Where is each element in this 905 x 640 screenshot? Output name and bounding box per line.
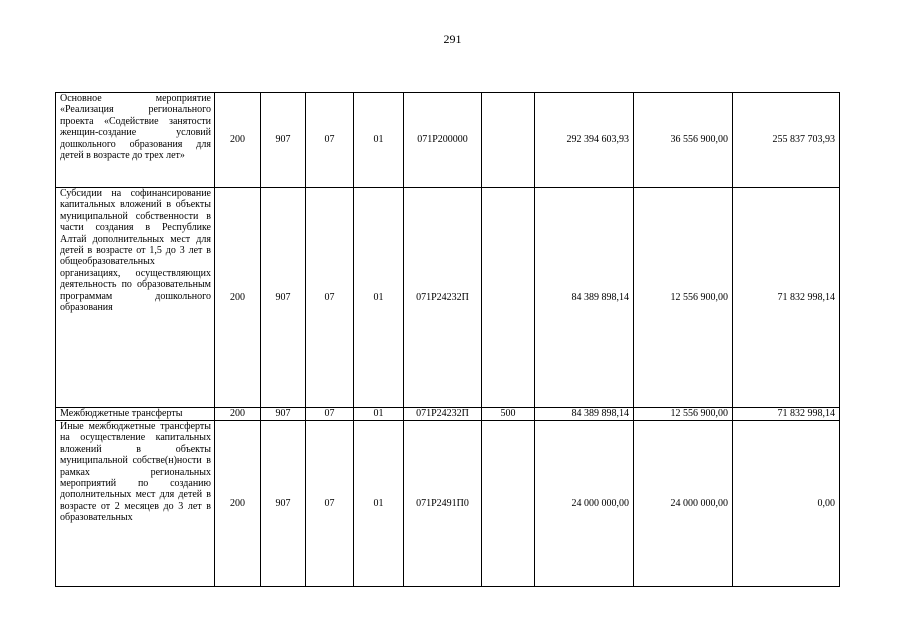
subsection-code-cell: 01 (354, 408, 404, 421)
target-article-cell: 071P24232П (404, 408, 482, 421)
subsection-code-cell: 01 (354, 188, 404, 408)
ministry-code-cell: 907 (261, 408, 306, 421)
amount-federal-cell: 12 556 900,00 (634, 408, 733, 421)
expense-type-cell (482, 93, 535, 188)
amount-total-cell: 24 000 000,00 (535, 421, 634, 587)
amount-total-cell: 84 389 898,14 (535, 408, 634, 421)
amount-federal-cell: 12 556 900,00 (634, 188, 733, 408)
row-description: Субсидии на софинансирование капитальных вложений в объекты муниципальной собственности в части создания в Республике Алтай дополнительных мест для детей в возрасте от 1,5 до 3 лет в общеобразовательных организациях, осуществляющих деятельность по образовательным программам дошкольного образования (56, 188, 215, 408)
section-code-cell: 07 (306, 421, 354, 587)
row-description: Межбюджетные трансферты (56, 408, 215, 421)
amount-total-cell: 84 389 898,14 (535, 188, 634, 408)
amount-federal-cell: 24 000 000,00 (634, 421, 733, 587)
section-code-cell: 07 (306, 188, 354, 408)
subsection-code-cell: 01 (354, 93, 404, 188)
section-code-cell: 07 (306, 408, 354, 421)
admin-code-cell: 200 (215, 93, 261, 188)
table-row (56, 421, 840, 587)
admin-code-cell: 200 (215, 188, 261, 408)
ministry-code-cell: 907 (261, 188, 306, 408)
table-row (56, 408, 840, 421)
ministry-code-cell: 907 (261, 93, 306, 188)
amount-total-cell: 292 394 603,93 (535, 93, 634, 188)
target-article-cell: 071P24232П (404, 188, 482, 408)
row-description: Иные межбюджетные трансферты на осуществление капитальных вложений в объекты муниципальной собстве(н)ности в рамках региональных мероприятий по созданию дополнительных мест для детей в возрасте от 2 месяцев до 3 лет в образовательных (56, 421, 215, 587)
amount-regional-cell: 255 837 703,93 (733, 93, 840, 188)
amount-regional-cell: 71 832 998,14 (733, 188, 840, 408)
ministry-code-cell: 907 (261, 421, 306, 587)
section-code-cell: 07 (306, 93, 354, 188)
expense-type-cell (482, 421, 535, 587)
table-row (56, 93, 840, 188)
amount-regional-cell: 0,00 (733, 421, 840, 587)
admin-code-cell: 200 (215, 421, 261, 587)
amount-regional-cell: 71 832 998,14 (733, 408, 840, 421)
expense-type-cell (482, 188, 535, 408)
admin-code-cell: 200 (215, 408, 261, 421)
expense-type-cell: 500 (482, 408, 535, 421)
subsection-code-cell: 01 (354, 421, 404, 587)
amount-federal-cell: 36 556 900,00 (634, 93, 733, 188)
target-article-cell: 071P2491П0 (404, 421, 482, 587)
target-article-cell: 071P200000 (404, 93, 482, 188)
table-row (56, 188, 840, 408)
budget-table (55, 92, 840, 587)
page-number: 291 (443, 32, 462, 46)
row-description: Основное мероприятие «Реализация регионального проекта «Содействие занятости женщин-создание условий дошкольного образования для детей в возрасте до трех лет» (56, 93, 215, 188)
